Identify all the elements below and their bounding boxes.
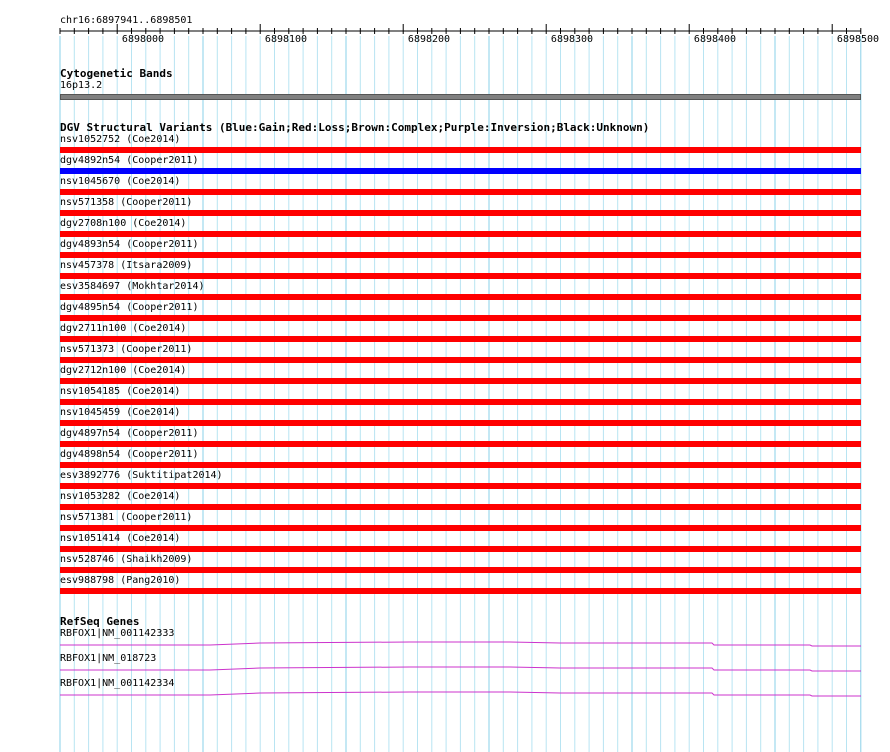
- ruler-tick-label: 6898100: [264, 34, 308, 45]
- variant-label: nsv1045459 (Coe2014): [60, 407, 181, 418]
- location-label: chr16:6897941..6898501: [60, 15, 193, 26]
- variant-label: dgv4898n54 (Cooper2011): [60, 449, 199, 460]
- variant-label: nsv1054185 (Coe2014): [60, 386, 181, 397]
- variant-label: dgv4892n54 (Cooper2011): [60, 155, 199, 166]
- gene-model-line: [60, 667, 861, 671]
- ruler-tick-label: 6898300: [550, 34, 594, 45]
- gene-model-line: [60, 642, 861, 646]
- variant-label: esv988798 (Pang2010): [60, 575, 181, 586]
- variant-label: nsv1052752 (Coe2014): [60, 134, 181, 145]
- ruler-tick-label: 6898000: [121, 34, 165, 45]
- variant-label: nsv457378 (Itsara2009): [60, 260, 193, 271]
- ruler-tick-label: 6898400: [693, 34, 737, 45]
- variant-label: esv3584697 (Mokhtar2014): [60, 281, 205, 292]
- variant-label: dgv4895n54 (Cooper2011): [60, 302, 199, 313]
- variant-label: dgv2711n100 (Coe2014): [60, 323, 187, 334]
- variant-label: esv3892776 (Suktitipat2014): [60, 470, 223, 481]
- variant-label: nsv1045670 (Coe2014): [60, 176, 181, 187]
- variant-label: dgv2708n100 (Coe2014): [60, 218, 187, 229]
- variant-label: nsv571358 (Cooper2011): [60, 197, 193, 208]
- variant-label: nsv571381 (Cooper2011): [60, 512, 193, 523]
- gene-label: RBFOX1|NM_001142333: [60, 628, 175, 639]
- ruler-tick-label: 6898200: [407, 34, 451, 45]
- variant-label: nsv528746 (Shaikh2009): [60, 554, 193, 565]
- cytoband-label: 16p13.2: [60, 80, 103, 91]
- gene-model-line: [60, 692, 861, 696]
- gene-label: RBFOX1|NM_018723: [60, 653, 157, 664]
- variant-label: nsv1051414 (Coe2014): [60, 533, 181, 544]
- dgv-track-title: DGV Structural Variants (Blue:Gain;Red:Loss;Brown:Complex;Purple:Inversion;Black:Unknown): [60, 121, 650, 134]
- variant-label: dgv2712n100 (Coe2014): [60, 365, 187, 376]
- variant-label: nsv1053282 (Coe2014): [60, 491, 181, 502]
- refseq-track-title: RefSeq Genes: [60, 615, 140, 628]
- gene-label: RBFOX1|NM_001142334: [60, 678, 175, 689]
- variant-label: nsv571373 (Cooper2011): [60, 344, 193, 355]
- variant-label: dgv4893n54 (Cooper2011): [60, 239, 199, 250]
- cytoband-track-title: Cytogenetic Bands: [60, 67, 173, 80]
- ruler-tick-label: 6898500: [836, 34, 880, 45]
- variant-label: dgv4897n54 (Cooper2011): [60, 428, 199, 439]
